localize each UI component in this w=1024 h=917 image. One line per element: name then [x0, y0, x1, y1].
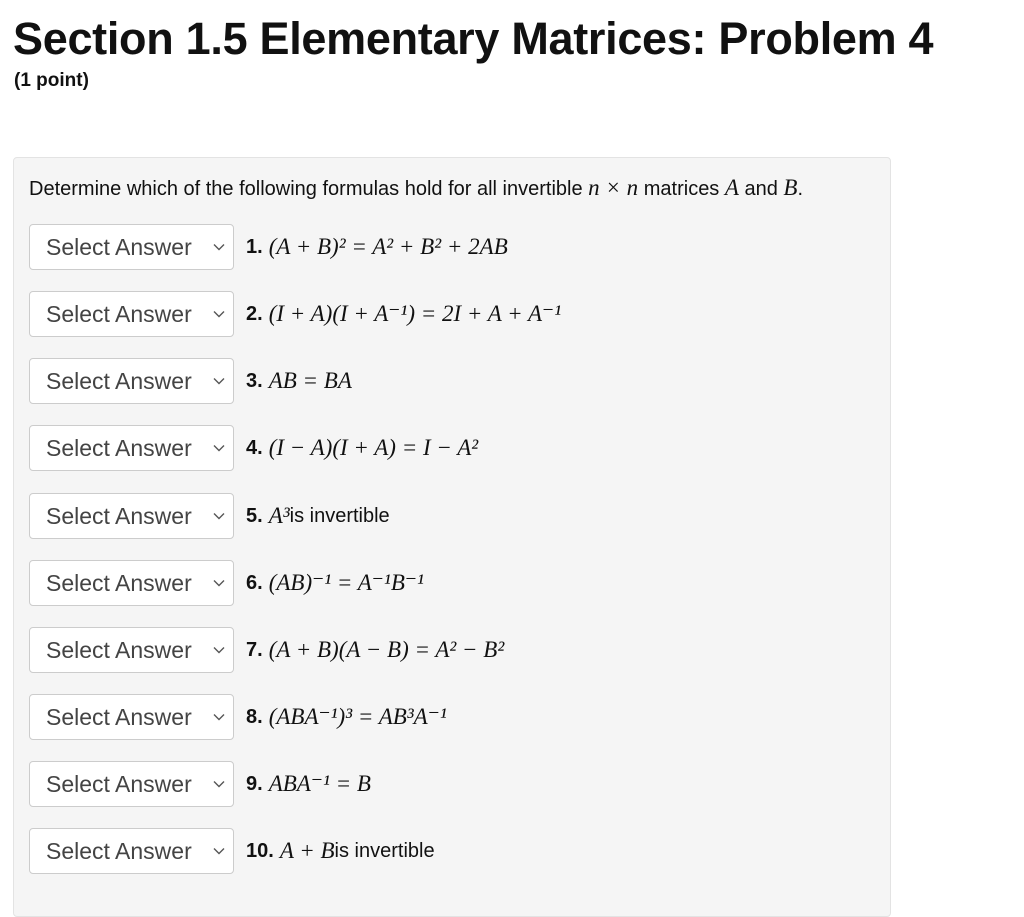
answer-select-4[interactable] [29, 425, 234, 471]
question-row-8 [29, 694, 447, 740]
question-number: 7. [246, 638, 263, 661]
points-label: (1 point) [14, 70, 89, 91]
instructions-var-a: A [724, 175, 739, 200]
question-number: 4. [246, 436, 263, 459]
question-row-1 [29, 224, 508, 270]
question-suffix: is invertible [289, 504, 390, 527]
question-number: 1. [246, 235, 263, 258]
question-suffix: is invertible [334, 839, 435, 862]
chevron-down-icon [213, 646, 225, 654]
question-number: 10. [246, 839, 274, 862]
question-row-2 [29, 291, 561, 337]
question-row-10 [29, 828, 435, 874]
question-text [246, 771, 371, 797]
instructions-prefix: Determine which of the following formulas hold for all invertible [29, 178, 589, 200]
question-number: 9. [246, 772, 263, 795]
chevron-down-icon [213, 310, 225, 318]
question-formula: (A + B)(A − B) = A² − B² [268, 637, 505, 662]
question-number: 6. [246, 571, 263, 594]
answer-select-label: Select Answer [46, 502, 192, 529]
question-text [246, 234, 508, 260]
answer-select-5[interactable] [29, 493, 234, 539]
question-text [246, 301, 561, 327]
instructions [29, 175, 803, 201]
page-title: Section 1.5 Elementary Matrices: Problem 4 [13, 13, 934, 64]
question-text [246, 704, 447, 730]
answer-select-10[interactable] [29, 828, 234, 874]
question-formula: ABA⁻¹ = B [268, 771, 371, 796]
answer-select-label: Select Answer [46, 569, 192, 596]
instructions-and: and [738, 178, 784, 200]
answer-select-8[interactable] [29, 694, 234, 740]
question-number: 8. [246, 705, 263, 728]
answer-select-label: Select Answer [46, 837, 192, 864]
answer-select-6[interactable] [29, 560, 234, 606]
question-formula: (A + B)² = A² + B² + 2AB [268, 234, 508, 259]
question-formula: (I − A)(I + A) = I − A² [268, 435, 479, 460]
answer-select-label: Select Answer [46, 300, 192, 327]
answer-select-7[interactable] [29, 627, 234, 673]
question-text [246, 435, 478, 461]
question-row-3 [29, 358, 352, 404]
question-formula: (ABA⁻¹)³ = AB³A⁻¹ [268, 704, 447, 729]
chevron-down-icon [213, 713, 225, 721]
question-row-7 [29, 627, 504, 673]
question-text [246, 368, 352, 394]
question-row-9 [29, 761, 371, 807]
chevron-down-icon [213, 377, 225, 385]
answer-select-label: Select Answer [46, 636, 192, 663]
question-number: 3. [246, 369, 263, 392]
question-formula: A + B [279, 838, 335, 863]
answer-select-label: Select Answer [46, 703, 192, 730]
answer-select-3[interactable] [29, 358, 234, 404]
chevron-down-icon [213, 847, 225, 855]
question-number: 2. [246, 302, 263, 325]
answer-select-label: Select Answer [46, 367, 192, 394]
instructions-math: n × n [588, 175, 639, 200]
answer-select-9[interactable] [29, 761, 234, 807]
answer-select-label: Select Answer [46, 233, 192, 260]
instructions-middle: matrices [638, 178, 725, 200]
chevron-down-icon [213, 780, 225, 788]
question-formula: (AB)⁻¹ = A⁻¹B⁻¹ [268, 570, 424, 595]
question-text [246, 637, 504, 663]
question-number: 5. [246, 504, 263, 527]
question-formula: (I + A)(I + A⁻¹) = 2I + A + A⁻¹ [268, 301, 562, 326]
chevron-down-icon [213, 512, 225, 520]
chevron-down-icon [213, 444, 225, 452]
answer-select-label: Select Answer [46, 434, 192, 461]
answer-select-1[interactable] [29, 224, 234, 270]
instructions-end: . [797, 178, 804, 200]
problem-panel [13, 157, 891, 917]
question-row-5 [29, 493, 390, 539]
chevron-down-icon [213, 243, 225, 251]
instructions-var-b: B [783, 175, 798, 200]
chevron-down-icon [213, 579, 225, 587]
question-text [246, 503, 390, 529]
question-row-6 [29, 560, 424, 606]
question-formula: AB = BA [268, 368, 352, 393]
question-text [246, 838, 435, 864]
answer-select-label: Select Answer [46, 770, 192, 797]
question-formula: A³ [268, 503, 290, 528]
question-text [246, 570, 424, 596]
answer-select-2[interactable] [29, 291, 234, 337]
question-row-4 [29, 425, 478, 471]
